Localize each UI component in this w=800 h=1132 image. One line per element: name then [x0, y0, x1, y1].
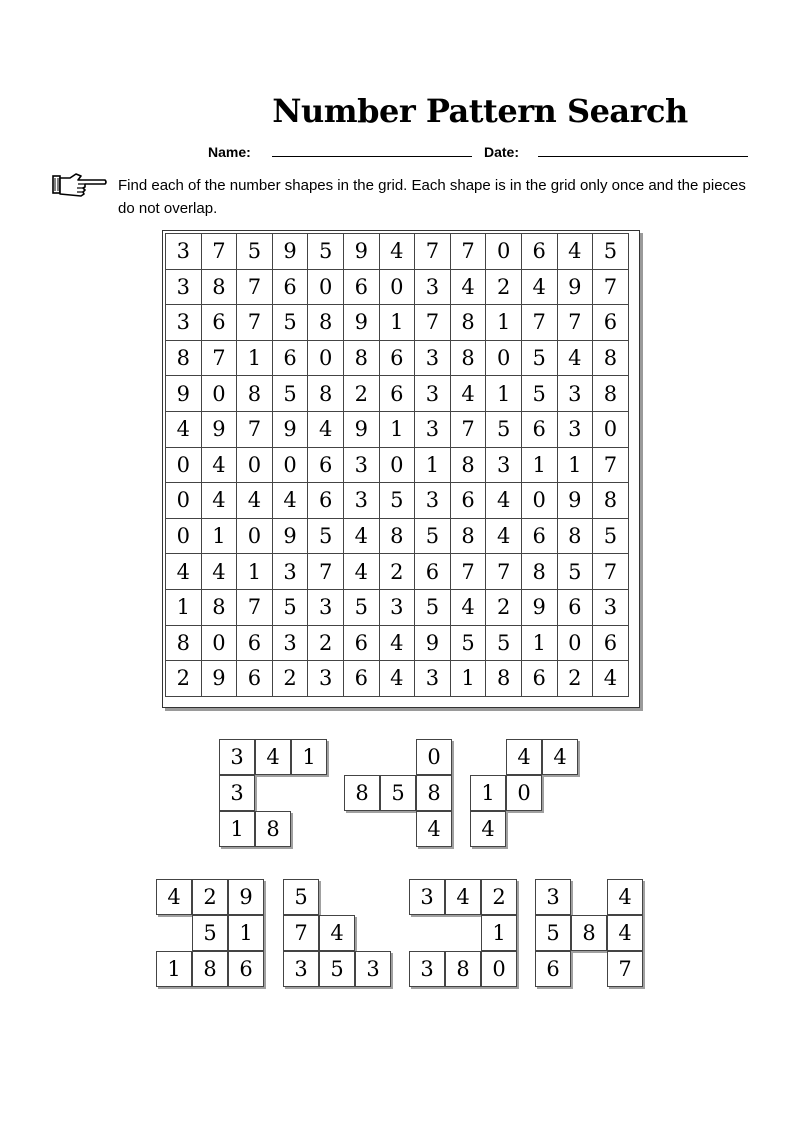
grid-row: [166, 376, 629, 412]
grid-cell[interactable]: 6: [521, 234, 557, 270]
name-label: Name:: [208, 144, 251, 160]
grid-cell[interactable]: 5: [521, 340, 557, 376]
grid-cell[interactable]: 6: [521, 411, 557, 447]
grid-cell[interactable]: 7: [237, 269, 273, 305]
grid-cell[interactable]: 2: [486, 269, 522, 305]
grid-cell[interactable]: 4: [343, 518, 379, 554]
grid-cell[interactable]: 0: [486, 234, 522, 270]
shape-cell: 7: [607, 951, 643, 987]
grid-cell[interactable]: 3: [486, 447, 522, 483]
shape-cell: 2: [192, 879, 228, 915]
grid-cell[interactable]: 3: [415, 376, 451, 412]
grid-cell[interactable]: 1: [415, 447, 451, 483]
shape-cell: 1: [470, 775, 506, 811]
grid-cell[interactable]: 3: [308, 589, 344, 625]
shape-cell: 0: [481, 951, 517, 987]
grid-row: [166, 269, 629, 305]
grid-cell[interactable]: 5: [557, 554, 593, 590]
date-field[interactable]: [538, 156, 748, 157]
grid-cell[interactable]: 0: [272, 447, 308, 483]
grid-cell[interactable]: 8: [379, 518, 415, 554]
grid-cell[interactable]: 1: [450, 661, 486, 697]
grid-cell[interactable]: 7: [237, 305, 273, 341]
grid-cell[interactable]: 1: [486, 376, 522, 412]
grid-cell[interactable]: 1: [486, 305, 522, 341]
shape-cell: 4: [607, 915, 643, 951]
grid-cell[interactable]: 3: [308, 661, 344, 697]
grid-cell[interactable]: 6: [343, 661, 379, 697]
grid-cell[interactable]: 2: [486, 589, 522, 625]
grid-cell[interactable]: 0: [201, 376, 237, 412]
grid-cell[interactable]: 1: [237, 340, 273, 376]
grid-cell[interactable]: 4: [166, 554, 202, 590]
shape-cell: 8: [416, 775, 452, 811]
grid-cell[interactable]: 6: [308, 483, 344, 519]
grid-cell[interactable]: 6: [415, 554, 451, 590]
grid-row: [166, 589, 629, 625]
grid-cell[interactable]: 6: [237, 625, 273, 661]
grid-cell[interactable]: 0: [521, 483, 557, 519]
grid-row: [166, 411, 629, 447]
grid-cell[interactable]: 9: [272, 518, 308, 554]
grid-cell[interactable]: 0: [379, 447, 415, 483]
grid-cell[interactable]: 2: [557, 661, 593, 697]
grid-row: [166, 483, 629, 519]
shape-cell: 0: [416, 739, 452, 775]
shape-cell: 1: [481, 915, 517, 951]
grid-cell[interactable]: 2: [166, 661, 202, 697]
grid-cell[interactable]: 4: [486, 483, 522, 519]
grid-cell[interactable]: 7: [593, 447, 629, 483]
grid-cell[interactable]: 0: [237, 447, 273, 483]
shape-cell: 3: [535, 879, 571, 915]
grid-cell[interactable]: 7: [593, 269, 629, 305]
grid-cell[interactable]: 3: [379, 589, 415, 625]
grid-cell[interactable]: 3: [557, 411, 593, 447]
grid-cell[interactable]: 3: [593, 589, 629, 625]
instructions-text: Find each of the number shapes in the grid. Each shape is in the grid only once and the pieces do not overlap.: [118, 177, 746, 217]
grid-cell[interactable]: 5: [486, 411, 522, 447]
shape-cell: 5: [319, 951, 355, 987]
grid-cell[interactable]: 2: [343, 376, 379, 412]
grid-cell[interactable]: 6: [272, 269, 308, 305]
grid-cell[interactable]: 6: [593, 625, 629, 661]
grid-cell[interactable]: 4: [379, 234, 415, 270]
grid-cell[interactable]: 3: [272, 554, 308, 590]
shape-cell: 8: [192, 951, 228, 987]
grid-cell[interactable]: 9: [201, 411, 237, 447]
shape-cell: 5: [535, 915, 571, 951]
shape-cell: 5: [192, 915, 228, 951]
grid-cell[interactable]: 6: [450, 483, 486, 519]
grid-cell[interactable]: 8: [593, 376, 629, 412]
grid-cell[interactable]: 5: [272, 376, 308, 412]
date-label: Date:: [484, 144, 520, 160]
grid-cell[interactable]: 0: [557, 625, 593, 661]
grid-cell[interactable]: 8: [450, 518, 486, 554]
grid-cell[interactable]: 5: [237, 234, 273, 270]
grid-cell[interactable]: 3: [415, 340, 451, 376]
shape-cell: 4: [255, 739, 291, 775]
worksheet-title: Number Pattern Search: [272, 92, 688, 130]
grid-cell[interactable]: 0: [308, 269, 344, 305]
grid-cell[interactable]: 5: [343, 589, 379, 625]
grid-row: [166, 340, 629, 376]
grid-cell[interactable]: 6: [308, 447, 344, 483]
shape-cell: 6: [535, 951, 571, 987]
grid-cell[interactable]: 4: [272, 483, 308, 519]
shape-cell: 3: [219, 775, 255, 811]
grid-cell[interactable]: 3: [557, 376, 593, 412]
shape-cell: 8: [445, 951, 481, 987]
grid-cell[interactable]: 3: [343, 447, 379, 483]
grid-cell[interactable]: 5: [308, 234, 344, 270]
grid-cell[interactable]: 8: [308, 376, 344, 412]
grid-cell[interactable]: 1: [166, 589, 202, 625]
grid-cell[interactable]: 3: [166, 305, 202, 341]
grid-cell[interactable]: 5: [379, 483, 415, 519]
grid-cell[interactable]: 4: [201, 447, 237, 483]
grid-cell[interactable]: 3: [343, 483, 379, 519]
grid-cell[interactable]: 6: [593, 305, 629, 341]
grid-cell[interactable]: 1: [557, 447, 593, 483]
grid-cell[interactable]: 7: [557, 305, 593, 341]
shape-cell: 2: [481, 879, 517, 915]
grid-cell[interactable]: 8: [166, 340, 202, 376]
grid-cell[interactable]: 8: [593, 483, 629, 519]
shape-cell: 4: [506, 739, 542, 775]
grid-cell[interactable]: 9: [343, 305, 379, 341]
grid-cell[interactable]: 9: [343, 234, 379, 270]
shape-cell: 3: [409, 879, 445, 915]
grid-cell[interactable]: 0: [379, 269, 415, 305]
grid-cell[interactable]: 1: [521, 447, 557, 483]
grid-cell[interactable]: 9: [272, 411, 308, 447]
shape-cell: 3: [283, 951, 319, 987]
shape-cell: 5: [283, 879, 319, 915]
grid-cell[interactable]: 5: [308, 518, 344, 554]
grid-cell[interactable]: 3: [166, 234, 202, 270]
grid-cell[interactable]: 4: [557, 234, 593, 270]
grid-cell[interactable]: 8: [201, 269, 237, 305]
shape-cell: 1: [228, 915, 264, 951]
grid-cell[interactable]: 0: [201, 625, 237, 661]
grid-cell[interactable]: 6: [557, 589, 593, 625]
grid-cell[interactable]: 0: [166, 447, 202, 483]
grid-cell[interactable]: 4: [450, 589, 486, 625]
grid-cell[interactable]: 6: [343, 269, 379, 305]
grid-cell[interactable]: 3: [415, 269, 451, 305]
grid-row: [166, 625, 629, 661]
grid-cell[interactable]: 2: [308, 625, 344, 661]
grid-cell[interactable]: 1: [521, 625, 557, 661]
grid-row: [166, 661, 629, 697]
grid-cell[interactable]: 2: [379, 554, 415, 590]
grid-cell[interactable]: 7: [237, 411, 273, 447]
grid-cell[interactable]: 9: [415, 625, 451, 661]
grid-cell[interactable]: 0: [593, 411, 629, 447]
shape-cell: 6: [228, 951, 264, 987]
grid-cell[interactable]: 9: [343, 411, 379, 447]
grid-cell[interactable]: 5: [593, 518, 629, 554]
grid-cell[interactable]: 4: [379, 625, 415, 661]
grid-cell[interactable]: 5: [486, 625, 522, 661]
grid-cell[interactable]: 0: [166, 483, 202, 519]
grid-cell[interactable]: 3: [415, 661, 451, 697]
shape-cell: 8: [255, 811, 291, 847]
grid-cell[interactable]: 4: [343, 554, 379, 590]
grid-cell[interactable]: 7: [450, 411, 486, 447]
grid-cell[interactable]: 4: [379, 661, 415, 697]
shape-cell: 1: [291, 739, 327, 775]
grid-cell[interactable]: 5: [272, 589, 308, 625]
grid-cell[interactable]: 4: [201, 483, 237, 519]
grid-cell[interactable]: 1: [201, 518, 237, 554]
grid-cell[interactable]: 6: [343, 625, 379, 661]
grid-cell[interactable]: 7: [201, 340, 237, 376]
grid-cell[interactable]: 8: [593, 340, 629, 376]
shape-cell: 5: [380, 775, 416, 811]
shape-cell: 3: [219, 739, 255, 775]
grid-cell[interactable]: 5: [415, 589, 451, 625]
grid-cell[interactable]: 6: [379, 340, 415, 376]
grid-cell[interactable]: 1: [379, 411, 415, 447]
grid-cell[interactable]: 9: [272, 234, 308, 270]
grid-cell[interactable]: 0: [308, 340, 344, 376]
grid-cell[interactable]: 9: [166, 376, 202, 412]
shape-cell: 3: [355, 951, 391, 987]
shape-cell: 4: [607, 879, 643, 915]
grid-cell[interactable]: 4: [201, 554, 237, 590]
shape-cell: 7: [283, 915, 319, 951]
grid-cell[interactable]: 3: [272, 625, 308, 661]
shape-cell: 8: [344, 775, 380, 811]
grid-cell[interactable]: 4: [450, 376, 486, 412]
number-grid: [162, 230, 640, 708]
grid-cell[interactable]: 8: [343, 340, 379, 376]
grid-cell[interactable]: 9: [201, 661, 237, 697]
grid-cell[interactable]: 0: [237, 518, 273, 554]
grid-cell[interactable]: 9: [521, 589, 557, 625]
grid-cell[interactable]: 6: [237, 661, 273, 697]
grid-row: [166, 234, 629, 270]
grid-cell[interactable]: 6: [272, 340, 308, 376]
grid-cell[interactable]: 7: [237, 589, 273, 625]
grid-cell[interactable]: 8: [450, 305, 486, 341]
grid-cell[interactable]: 7: [593, 554, 629, 590]
grid-cell[interactable]: 7: [415, 234, 451, 270]
shape-cell: 4: [156, 879, 192, 915]
grid-cell[interactable]: 3: [415, 411, 451, 447]
grid-cell[interactable]: 3: [166, 269, 202, 305]
pointing-hand-icon: [52, 172, 108, 198]
grid-row: [166, 305, 629, 341]
grid-cell[interactable]: 8: [166, 625, 202, 661]
name-field[interactable]: [272, 156, 472, 157]
grid-cell[interactable]: 6: [521, 661, 557, 697]
grid-cell[interactable]: 5: [450, 625, 486, 661]
grid-cell[interactable]: 7: [450, 554, 486, 590]
grid-cell[interactable]: 5: [272, 305, 308, 341]
grid-cell[interactable]: 6: [379, 376, 415, 412]
grid-cell[interactable]: 4: [557, 340, 593, 376]
grid-cell[interactable]: 5: [521, 376, 557, 412]
grid-cell[interactable]: 5: [415, 518, 451, 554]
shape-cell: 4: [470, 811, 506, 847]
shape-cell: 9: [228, 879, 264, 915]
grid-cell[interactable]: 4: [521, 269, 557, 305]
grid-cell[interactable]: 0: [486, 340, 522, 376]
grid-cell[interactable]: 7: [450, 234, 486, 270]
grid-cell[interactable]: 8: [201, 589, 237, 625]
shape-cell: 4: [319, 915, 355, 951]
shape-cell: 8: [571, 915, 607, 951]
grid-cell[interactable]: 8: [308, 305, 344, 341]
grid-cell[interactable]: 4: [308, 411, 344, 447]
grid-cell[interactable]: 6: [201, 305, 237, 341]
grid-cell[interactable]: 0: [166, 518, 202, 554]
grid-cell[interactable]: 8: [557, 518, 593, 554]
grid-cell[interactable]: 4: [166, 411, 202, 447]
shape-cell: 1: [156, 951, 192, 987]
grid-cell[interactable]: 8: [237, 376, 273, 412]
grid-cell[interactable]: 8: [521, 554, 557, 590]
grid-cell[interactable]: 8: [450, 340, 486, 376]
grid-row: [166, 518, 629, 554]
grid-cell[interactable]: 8: [486, 661, 522, 697]
grid-row: [166, 447, 629, 483]
grid-cell[interactable]: 3: [415, 483, 451, 519]
shape-cell: 3: [409, 951, 445, 987]
grid-cell[interactable]: 7: [308, 554, 344, 590]
grid-cell[interactable]: 4: [237, 483, 273, 519]
grid-row: [166, 554, 629, 590]
grid-cell[interactable]: 4: [450, 269, 486, 305]
shape-cell: 4: [416, 811, 452, 847]
grid-cell[interactable]: 2: [272, 661, 308, 697]
grid-cell[interactable]: 7: [521, 305, 557, 341]
shape-cell: 0: [506, 775, 542, 811]
grid-cell[interactable]: 8: [450, 447, 486, 483]
shape-cell: 4: [445, 879, 481, 915]
grid-cell[interactable]: 9: [557, 483, 593, 519]
grid-cell[interactable]: 1: [379, 305, 415, 341]
grid-cell[interactable]: 5: [593, 234, 629, 270]
grid-cell[interactable]: 4: [593, 661, 629, 697]
shape-cell: 4: [542, 739, 578, 775]
grid-cell[interactable]: 4: [486, 518, 522, 554]
grid-cell[interactable]: 1: [237, 554, 273, 590]
shape-cell: 1: [219, 811, 255, 847]
grid-cell[interactable]: 9: [557, 269, 593, 305]
grid-cell[interactable]: 7: [415, 305, 451, 341]
grid-cell[interactable]: 7: [201, 234, 237, 270]
grid-cell[interactable]: 6: [521, 518, 557, 554]
grid-cell[interactable]: 7: [486, 554, 522, 590]
